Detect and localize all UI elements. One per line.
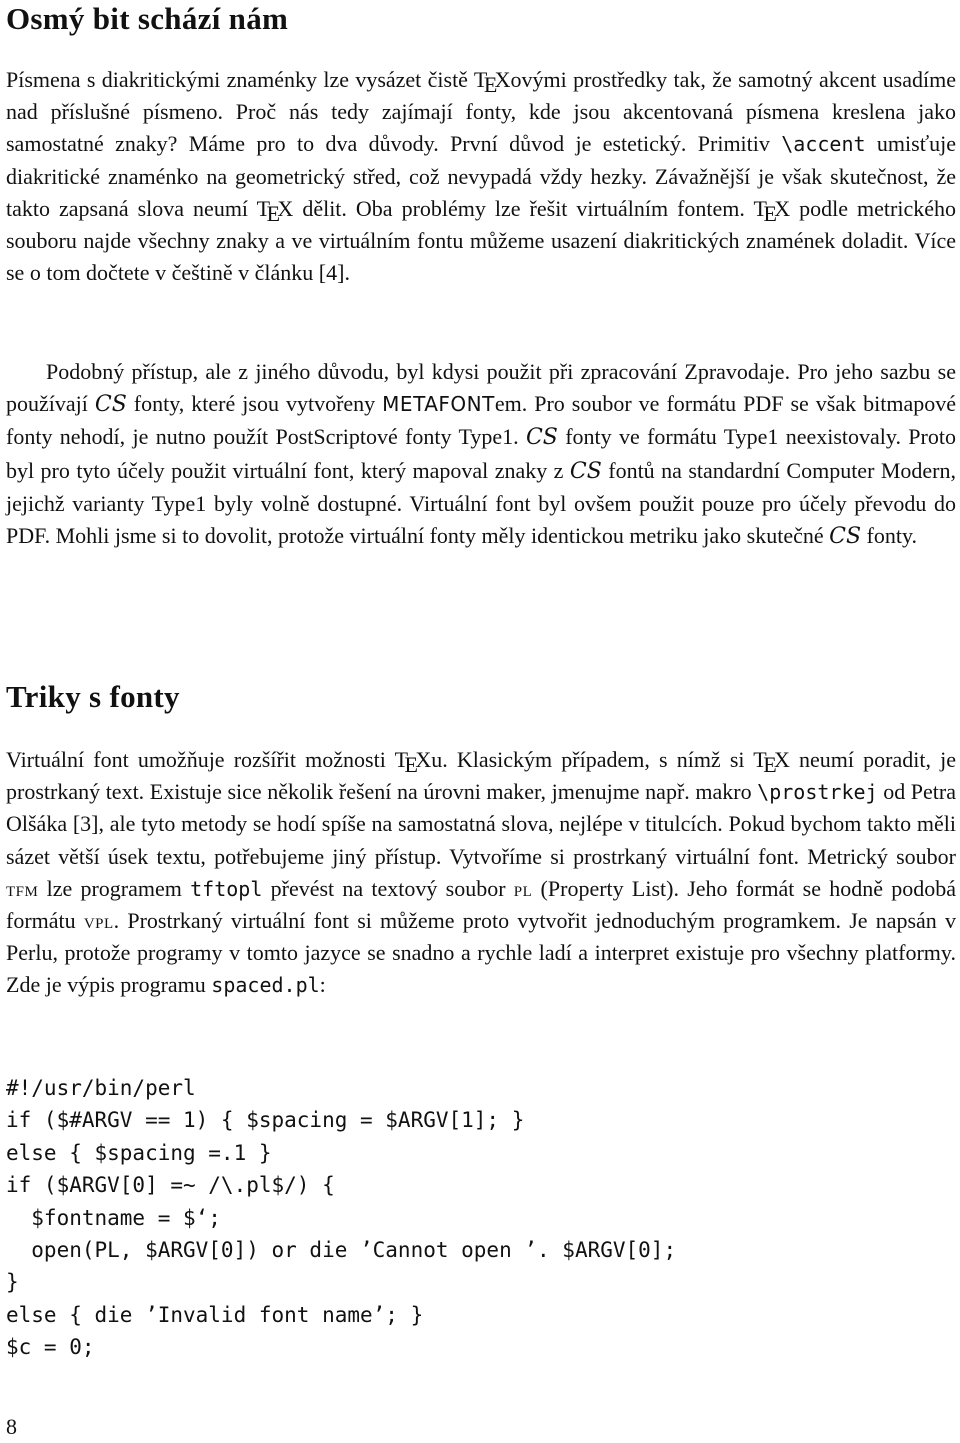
- tex-logo: TE: [473, 67, 498, 97]
- paragraph-zpravodaj: Podobný přístup, ale z jiného důvodu, byl kdysi použit při zpracování Zpravodaje. Pro jeho sazbu se používají CS fonty, které jsou vytvořeny METAFONTem. Pro soubor ve formátu PDF se však bitmapové fonty nehodí, je nutno použít PostScriptové fonty Type1. CS fonty ve formátu Type1 neexistovaly. Proto byl pro tyto účely použit virtuální font, který mapoval znaky z CS fontů na standardní Computer Modern, jejichž varianty Type1 byly volně dostupné. Virtuální font byl ovšem použit pouze pro účely převodu do PDF. Mohli jsme si to dovolit, protože virtuální fonty měly identickou metriku jako skutečné CS fonty.: [6, 359, 956, 550]
- metafont-logo: METAFONT: [382, 392, 495, 417]
- cs-logo: CS: [525, 425, 558, 451]
- pl-acronym: pl: [513, 875, 533, 901]
- section-heading-triky: Triky s fonty: [6, 679, 180, 714]
- inline-code-spaced-pl: spaced.pl: [211, 973, 320, 998]
- inline-code-tftopl: tftopl: [190, 876, 263, 901]
- paragraph-prostrkany-font: Virtuální font umožňuje rozšířit možnosti TEXu. Klasickým případem, s nímž si TEX neumí poradit, je prostrkaný text. Existuje sice několik řešení na úrovni maker, jmenujme např. makro \prostrkej od Petra Olšáka [3], ale tyto metody se hodí spíše na samostatná slova, nejlépe v titulcích. Pokud bychom takto měli sázet větší úsek textu, potřebujeme jiný přístup. Vytvoříme si prostrkaný virtuální font. Metrický soubor tfm lze programem tftopl převést na textový soubor pl (Property List). Jeho formát se hodně podobá formátu vpl. Prostrkaný virtuální font si můžeme proto vytvořit jednoduchým programkem. Je napsán v Perlu, protože programy v tomto jazyce se snadno a rychle ladí a interpret existuje pro všechny platformy. Zde je výpis programu spaced.pl:: [6, 747, 956, 998]
- inline-code-prostrkej: \prostrkej: [757, 780, 878, 805]
- cs-logo: CS: [569, 458, 602, 484]
- paragraph-diacritics: Písmena s diakritickými znaménky lze vysázet čistě TEXovými prostředky tak, že samotný akcent usadíme nad příslušné písmeno. Proč nás tedy zajímají fonty, kde jsou akcentovaná písmena kreslena jako samostatné znaky? Máme pro to dva důvody. První důvod je estetický. Primitiv \accent umisťuje diakritické znaménko na geometrický střed, což nevypadá vždy hezky. Závažnější je však skutečnost, že takto zapsaná slova neumí TEX dělit. Oba problémy lze řešit virtuálním fontem. TEX podle metrického souboru najde všechny znaky a ve virtuálním fontu můžeme usazení diakritických znamének doladit. Více se o tom dočtete v češtině v článku [4].: [6, 67, 956, 286]
- cs-logo: CS: [829, 524, 862, 550]
- tex-logo: TE: [256, 195, 281, 226]
- tfm-acronym: tfm: [6, 875, 39, 901]
- tex-logo: TE: [753, 195, 777, 226]
- tex-logo: TE: [394, 747, 418, 777]
- perl-code-listing: #!/usr/bin/perl if ($#ARGV == 1) { $spacing = $ARGV[1]; } else { $spacing =.1 } if ($ARGV[0] =~ /\.pl$/) { $fontname = $‘; open(PL, $ARGV[0]) or die ’Cannot open ’. $ARGV[0]; } else { die ’Invalid font name’; } $c = 0;: [6, 1076, 677, 1360]
- section-heading-osmy-bit: Osmý bit schází nám: [6, 1, 289, 36]
- cs-logo: CS: [94, 392, 127, 418]
- inline-code-accent: \accent: [781, 132, 866, 157]
- page-number: 8: [6, 1414, 17, 1439]
- vpl-acronym: vpl: [83, 908, 114, 934]
- tex-logo: TE: [753, 747, 777, 777]
